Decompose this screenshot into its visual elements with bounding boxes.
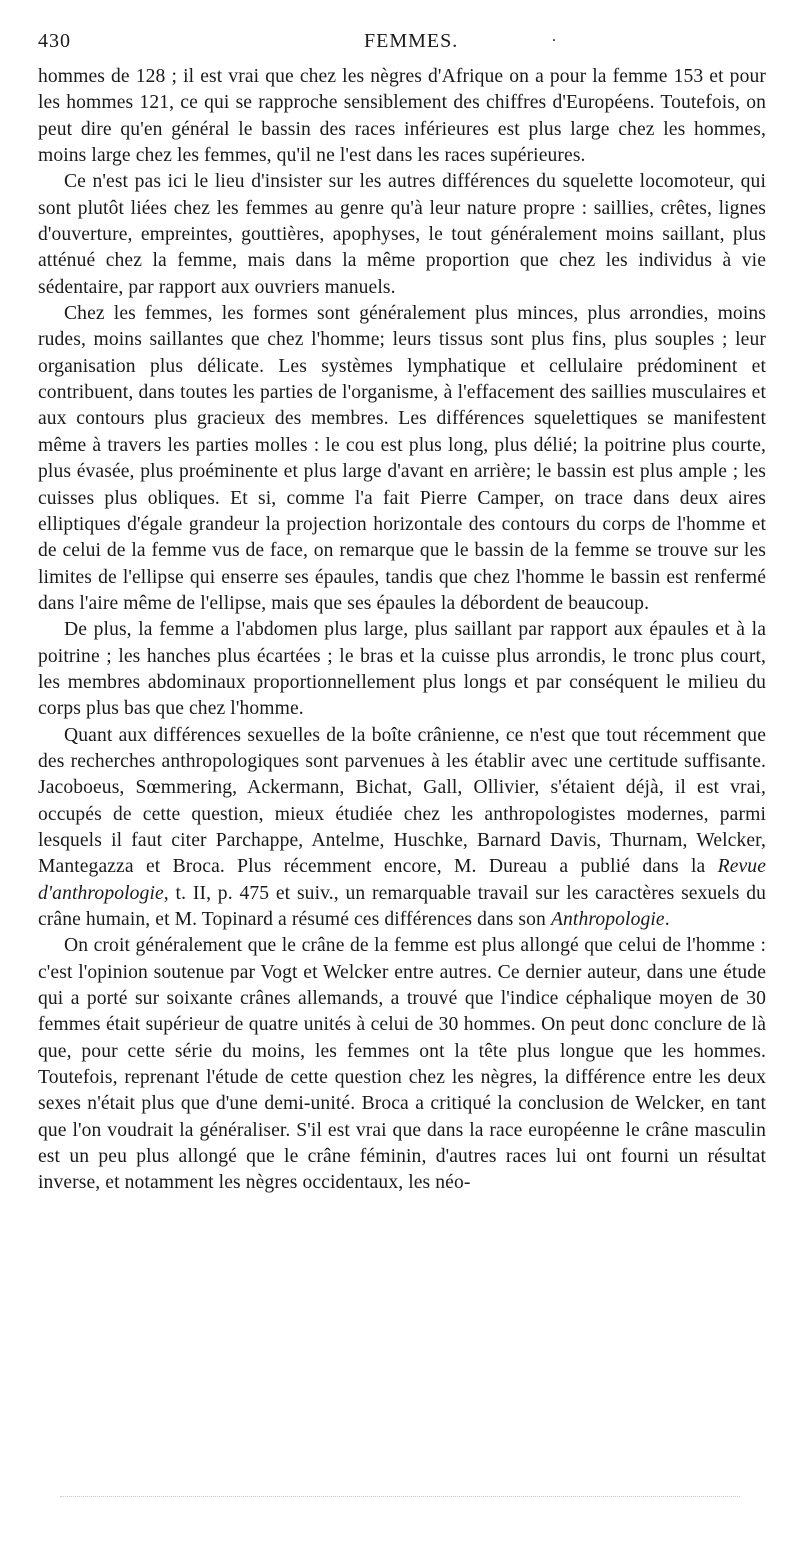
running-title: FEMMES. xyxy=(364,30,459,52)
paragraph-3 xyxy=(38,301,766,617)
paragraph-1 xyxy=(38,64,766,169)
book-title: Anthropologie xyxy=(550,909,665,930)
page-number: 430 xyxy=(38,30,71,52)
paragraph-text: Ce n'est pas ici le lieu d'insister sur les autres différences du squelette locomoteur, qui sont plutôt liées chez les femmes au genre qu'à leur nature propre : saillies, crêtes, lignes d'ouverture, empreintes, gouttières, apophyses, le tout généralement moins saillant, plus atténué chez la femme, mais dans la même proportion que chez les individus à vie sédentaire, par rapport aux ouvriers manuels. xyxy=(38,171,766,298)
paragraph-2 xyxy=(38,169,766,301)
paragraph-text: , t. II, p. 475 et suiv., un remarquable travail sur les caractères sexuels du crâne humain, et M. Topinard a résumé ces différences dans son xyxy=(38,882,766,930)
paragraph-5 xyxy=(38,723,766,934)
paragraph-6 xyxy=(38,933,766,1196)
scan-artifact xyxy=(60,1496,740,1501)
paragraph-text: Quant aux différences sexuelles de la boîte crânienne, ce n'est que tout récemment que des recherches anthropologiques sont parvenues à les établir avec une certitude suffisante. Jacoboeus, Sœmmering, Ackermann, Bichat, Gall, Ollivier, s'étaient déjà, il est vrai, occupés de cette question, mieux étudiée chez les anthropologistes modernes, parmi lesquels il faut citer Parchappe, Antelme, Huschke, Barnard Davis, Thurnam, Welcker, Mantegazza et Broca. Plus récemment encore, M. Dureau a publié dans la xyxy=(38,724,766,878)
paragraph-text: De plus, la femme a l'abdomen plus large, plus saillant par rapport aux épaules et à la poitrine ; les hanches plus écartées ; le bras et la cuisse plus arrondis, le tronc plus court, les membres abdominaux proportionnellement plus longs et par conséquent le milieu du corps plus bas que chez l'homme. xyxy=(38,619,766,720)
running-head xyxy=(38,24,766,64)
paragraph-4 xyxy=(38,617,766,722)
paragraph-text: On croit généralement que le crâne de la femme est plus allongé que celui de l'homme : c'est l'opinion soutenue par Vogt et Welcker entre autres. Ce dernier auteur, dans une étude qui a porté sur soixante crânes allemands, a trouvé que l'indice céphalique moyen de 30 femmes était supérieur de quatre unités à celui de 30 hommes. On peut donc conclure de là que, pour cette série du moins, les femmes ont la tête plus longue que les hommes. Toutefois, reprenant l'étude de cette question chez les nègres, la différence entre les deux sexes n'était plus que d'une demi-unité. Broca a critiqué la conclusion de Welcker, en tant que l'on voudrait la généraliser. S'il est vrai que dans la race européenne le crâne masculin est un peu plus allongé que le crâne féminin, d'autres races lui ont fourni un résultat inverse, et notamment les nègres occidentaux, les néo- xyxy=(38,935,766,1194)
paragraph-text: hommes de 128 ; il est vrai que chez les nègres d'Afrique on a pour la femme 153 et pour les hommes 121, ce qui se rapproche sensiblement des chiffres d'Européens. Toutefois, on peut dire qu'en général le bassin des races inférieures est plus large chez les hommes, moins large chez les femmes, qu'il ne l'est dans les races supérieures. xyxy=(38,66,766,167)
journal-title: Revue d'anthropologie xyxy=(38,856,766,904)
paragraph-text: . xyxy=(664,909,670,930)
paragraph-text: Chez les femmes, les formes sont généralement plus minces, plus arrondies, moins rudes, moins saillantes que chez l'homme; leurs tissus sont plus fins, plus souples ; leur organisation plus délicate. Les systèmes lymphatique et cellulaire prédominent et contribuent, dans toutes les parties de l'organisme, à l'effacement des saillies musculaires et aux contours plus gracieux des membres. Les différences squelettiques se manifestent même à travers les parties molles : le cou est plus long, plus délié; la poitrine plus courte, plus évasée, plus proéminente et plus large d'avant en arrière; le bassin est plus ample ; les cuisses plus obliques. Et si, comme l'a fait Pierre Camper, on trace dans deux aires elliptiques d'égale grandeur la projection horizontale des contours du corps de l'homme et de celui de la femme vus de face, on remarque que le bassin de la femme se trouve sur les limites de l'ellipse qui enserre ses épaules, tandis que chez l'homme le bassin est renfermé dans l'aire même de l'ellipse, mais que ses épaules la débordent de beaucoup. xyxy=(38,303,766,614)
header-mark: . xyxy=(552,28,557,45)
book-page xyxy=(38,24,766,1197)
body-text xyxy=(38,64,766,1197)
